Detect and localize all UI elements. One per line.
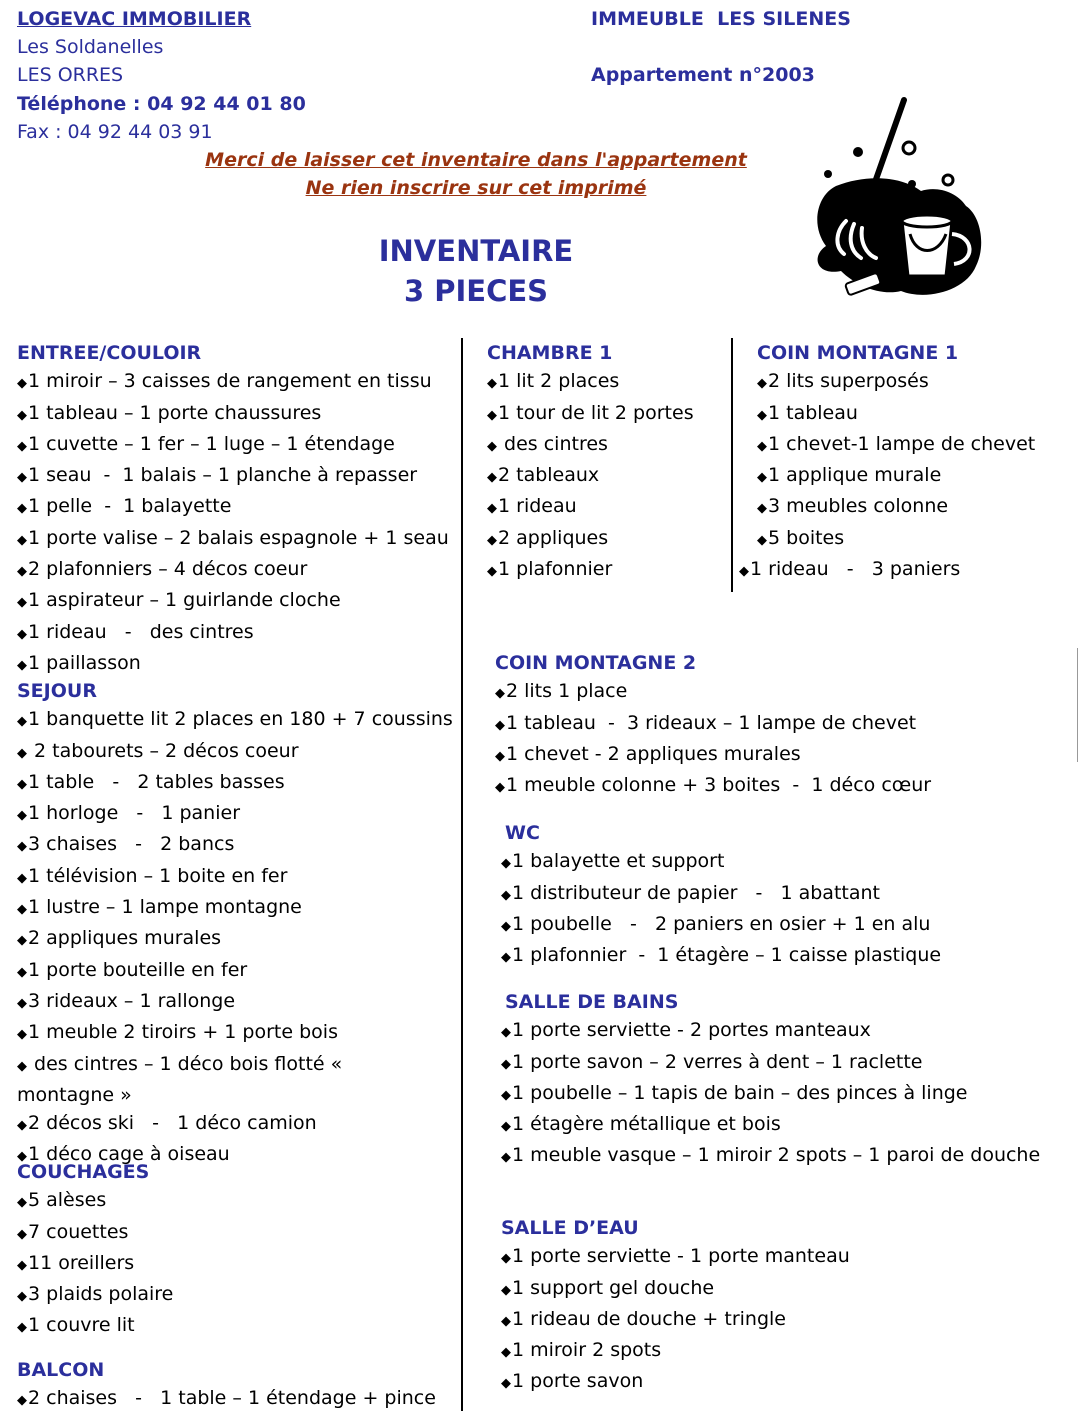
section-sejour <box>17 677 453 1172</box>
list-item <box>17 924 453 955</box>
list-item-text: 1 banquette lit 2 places en 180 + 7 coussins <box>28 708 453 731</box>
section-salle-de-bains <box>501 988 1040 1173</box>
list-item <box>17 1311 173 1342</box>
list-item-text: 5 boites <box>768 526 845 549</box>
bullet-icon: ◆ <box>17 407 27 423</box>
section-coin-montagne-2 <box>495 649 931 802</box>
list-item <box>495 771 931 802</box>
list-item-text: 2 chaises - 1 table – 1 étendage + pince <box>28 1387 436 1410</box>
list-item-text: 3 plaids polaire <box>28 1283 174 1306</box>
bullet-icon: ◆ <box>757 407 767 423</box>
list-item-text: 1 porte savon <box>512 1370 644 1393</box>
list-item-text: 1 paillasson <box>28 651 141 674</box>
bullet-icon: ◆ <box>501 1345 511 1361</box>
list-item <box>757 399 1035 430</box>
bullet-icon: ◆ <box>17 1226 27 1242</box>
list-item-text: 1 plafonnier <box>498 558 613 581</box>
bullet-icon: ◆ <box>17 870 27 886</box>
section-title: COUCHAGES <box>17 1161 150 1183</box>
list-item <box>17 524 449 555</box>
list-item <box>501 1079 1040 1110</box>
list-item <box>757 492 1035 523</box>
column-divider-right <box>731 338 733 592</box>
list-item <box>17 1018 453 1049</box>
bullet-icon: ◆ <box>17 839 27 855</box>
bullet-icon: ◆ <box>17 714 27 730</box>
list-item <box>17 705 453 736</box>
section-couchages <box>17 1158 173 1343</box>
list-item-text: des cintres <box>498 432 608 455</box>
list-item-text: 1 chevet - 2 appliques murales <box>506 742 801 765</box>
list-item <box>17 430 449 461</box>
list-item-text: 1 miroir 2 spots <box>512 1339 662 1362</box>
list-item <box>17 1249 173 1280</box>
list-item-text: 1 meuble vasque – 1 miroir 2 spots – 1 paroi de douche <box>512 1144 1041 1167</box>
list-item <box>17 586 449 617</box>
section-coin-montagne-1 <box>739 339 1036 586</box>
list-item <box>17 799 453 830</box>
list-item-text: 3 rideaux – 1 rallonge <box>28 989 236 1012</box>
list-item <box>17 399 449 430</box>
section-title: ENTREE/COULOIR <box>17 342 202 364</box>
list-item <box>17 1050 453 1081</box>
list-item-text: 1 meuble colonne + 3 boites - 1 déco cœur <box>506 774 932 797</box>
list-item-text: 1 lustre – 1 lampe montagne <box>28 896 302 919</box>
list-item <box>17 492 449 523</box>
list-item <box>487 461 694 492</box>
list-item-text: 3 meubles colonne <box>768 495 949 518</box>
bullet-icon: ◆ <box>17 1027 27 1043</box>
list-item-text: 1 étagère métallique et bois <box>512 1113 781 1136</box>
bullet-icon: ◆ <box>501 1251 511 1267</box>
column-divider-left <box>461 338 463 1411</box>
notice-do-not-write: Ne rien inscrire sur cet imprimé <box>305 177 647 199</box>
bullet-icon: ◆ <box>487 470 497 486</box>
bullet-icon: ◆ <box>17 626 27 642</box>
bullet-icon: ◆ <box>17 1393 27 1409</box>
list-item-text: 1 horloge - 1 panier <box>28 802 241 825</box>
list-item <box>17 956 453 987</box>
bullet-icon: ◆ <box>487 501 497 517</box>
list-item <box>487 524 694 555</box>
list-item <box>17 1109 453 1140</box>
list-item-text: 1 tour de lit 2 portes <box>498 401 694 424</box>
list-item-text: 1 miroir – 3 caisses de rangement en tissu <box>28 370 432 393</box>
list-item <box>501 910 941 941</box>
bullet-icon: ◆ <box>757 376 767 392</box>
list-item <box>501 1274 850 1305</box>
bullet-icon: ◆ <box>17 776 27 792</box>
section-title: WC <box>505 822 540 844</box>
list-item-text: 1 tableau <box>768 401 858 424</box>
bullet-icon: ◆ <box>757 501 767 517</box>
list-item <box>495 740 931 771</box>
list-item <box>17 1218 173 1249</box>
list-item <box>17 367 449 398</box>
list-item-text: 1 lit 2 places <box>498 370 620 393</box>
list-item <box>487 555 694 586</box>
agency-fax: Fax : 04 92 44 03 91 <box>17 121 213 143</box>
list-item-text: 1 tableau – 1 porte chaussures <box>28 401 322 424</box>
list-item-text: 1 table - 2 tables basses <box>28 770 285 793</box>
list-item <box>501 1305 850 1336</box>
list-item-text: 1 chevet-1 lampe de chevet <box>768 432 1036 455</box>
bullet-icon: ◆ <box>501 887 511 903</box>
list-item <box>17 830 453 861</box>
bullet-icon: ◆ <box>495 780 505 796</box>
section-entree-couloir <box>17 339 449 680</box>
list-item <box>17 737 453 768</box>
list-item-text: 3 chaises - 2 bancs <box>28 833 235 856</box>
bullet-icon: ◆ <box>757 470 767 486</box>
list-item-text: 1 cuvette – 1 fer – 1 luge – 1 étendage <box>28 432 395 455</box>
bullet-icon: ◆ <box>501 950 511 966</box>
bullet-icon: ◆ <box>487 376 497 392</box>
bullet-icon: ◆ <box>17 745 27 761</box>
bullet-icon: ◆ <box>487 564 497 580</box>
bullet-icon: ◆ <box>757 438 767 454</box>
bullet-icon: ◆ <box>17 1149 27 1165</box>
list-item <box>757 461 1035 492</box>
list-item-text: des cintres – 1 déco bois flotté « <box>28 1052 343 1075</box>
bullet-icon: ◆ <box>501 1313 511 1329</box>
notice-leave-inventory: Merci de laisser cet inventaire dans l'appartement <box>205 149 747 171</box>
list-item <box>17 862 453 893</box>
bullet-icon: ◆ <box>17 438 27 454</box>
apartment-number: Appartement n°2003 <box>591 64 815 86</box>
list-item <box>487 399 694 430</box>
list-item-text: 1 poubelle - 2 paniers en osier + 1 en alu <box>512 912 931 935</box>
list-item-text: 1 rideau de douche + tringle <box>512 1307 786 1330</box>
list-item <box>739 555 1035 586</box>
bullet-icon: ◆ <box>17 470 27 486</box>
bullet-icon: ◆ <box>487 407 497 423</box>
list-item-text: 1 déco cage à oiseau <box>28 1143 230 1166</box>
bullet-icon: ◆ <box>501 1025 511 1041</box>
list-item-text: 2 tableaux <box>498 464 600 487</box>
list-item <box>17 1280 173 1311</box>
list-item-text: 1 porte serviette - 2 portes manteaux <box>512 1019 871 1042</box>
bullet-icon: ◆ <box>501 1150 511 1166</box>
list-item-text: 1 aspirateur – 1 guirlande cloche <box>28 589 341 612</box>
list-item-text: 1 seau - 1 balais – 1 planche à repasser <box>28 464 418 487</box>
bullet-icon: ◆ <box>17 964 27 980</box>
list-item-text: 7 couettes <box>28 1220 129 1243</box>
list-item-text: 1 rideau - des cintres <box>28 620 254 643</box>
list-item <box>17 768 453 799</box>
list-item-text: 2 décos ski - 1 déco camion <box>28 1112 317 1135</box>
list-item-text: 1 porte valise – 2 balais espagnole + 1 seau <box>28 526 449 549</box>
bullet-icon: ◆ <box>17 376 27 392</box>
bullet-icon: ◆ <box>17 501 27 517</box>
list-item <box>501 1048 1040 1079</box>
list-item <box>757 430 1035 461</box>
list-item <box>17 461 449 492</box>
list-item <box>501 1141 1040 1172</box>
list-item <box>487 367 694 398</box>
section-chambre-1 <box>487 339 694 586</box>
list-item <box>487 430 694 461</box>
bullet-icon: ◆ <box>501 1282 511 1298</box>
bullet-icon: ◆ <box>501 1376 511 1392</box>
bullet-icon: ◆ <box>17 933 27 949</box>
agency-phone: Téléphone : 04 92 44 01 80 <box>17 93 306 115</box>
list-item <box>17 1186 173 1217</box>
list-item-text: 1 poubelle – 1 tapis de bain – des pinces à linge <box>512 1081 968 1104</box>
section-title: CHAMBRE 1 <box>487 342 613 364</box>
bullet-icon: ◆ <box>17 808 27 824</box>
list-item-text: 1 porte bouteille en fer <box>28 958 248 981</box>
list-item <box>17 555 449 586</box>
bullet-icon: ◆ <box>501 1056 511 1072</box>
section-title: SEJOUR <box>17 680 97 702</box>
list-item <box>17 618 449 649</box>
list-item-text: 2 lits superposés <box>768 370 929 393</box>
list-item-text: 1 pelle - 1 balayette <box>28 495 232 518</box>
section-title: BALCON <box>17 1359 105 1381</box>
bullet-icon: ◆ <box>495 717 505 733</box>
list-item-text: 1 rideau - 3 paniers <box>750 558 961 581</box>
list-item-text: 2 appliques murales <box>28 927 222 950</box>
list-item-text: 1 couvre lit <box>28 1314 135 1337</box>
bullet-icon: ◆ <box>501 1119 511 1135</box>
bullet-icon: ◆ <box>17 1195 27 1211</box>
bullet-icon: ◆ <box>17 1257 27 1273</box>
list-item-text: 1 applique murale <box>768 464 942 487</box>
list-item-text: 1 meuble 2 tiroirs + 1 porte bois <box>28 1021 338 1044</box>
list-item <box>757 524 1035 555</box>
list-item-text: 2 lits 1 place <box>506 680 628 703</box>
list-item-text: 1 rideau <box>498 495 577 518</box>
bullet-icon: ◆ <box>17 902 27 918</box>
list-item <box>495 677 931 708</box>
list-item <box>501 1336 850 1367</box>
bullet-icon: ◆ <box>17 1289 27 1305</box>
list-item <box>501 879 941 910</box>
section-title: SALLE D’EAU <box>501 1217 639 1239</box>
list-item-text: 2 appliques <box>498 526 609 549</box>
list-item <box>17 893 453 924</box>
right-edge-mark <box>1077 648 1078 762</box>
list-item <box>501 1242 850 1273</box>
list-item <box>501 847 941 878</box>
bullet-icon: ◆ <box>17 532 27 548</box>
bullet-icon: ◆ <box>501 856 511 872</box>
bullet-icon: ◆ <box>17 1118 27 1134</box>
bullet-icon: ◆ <box>739 564 749 580</box>
bullet-icon: ◆ <box>487 532 497 548</box>
bullet-icon: ◆ <box>17 595 27 611</box>
list-item-text: 1 porte savon – 2 verres à dent – 1 raclette <box>512 1050 923 1073</box>
list-item-text: 2 tabourets – 2 décos coeur <box>28 739 299 762</box>
list-item <box>501 1367 850 1398</box>
list-item <box>501 1016 1040 1047</box>
section-title: SALLE DE BAINS <box>505 991 679 1013</box>
list-item <box>501 941 941 972</box>
section-salle-deau <box>501 1214 850 1399</box>
list-item <box>757 367 1035 398</box>
list-item-text: 1 distributeur de papier - 1 abattant <box>512 881 880 904</box>
agency-address-line1: Les Soldanelles <box>17 36 164 58</box>
bullet-icon: ◆ <box>501 918 511 934</box>
agency-name: LOGEVAC IMMOBILIER <box>17 8 252 30</box>
list-item-text: 1 porte serviette - 1 porte manteau <box>512 1245 850 1268</box>
bullet-icon: ◆ <box>17 657 27 673</box>
list-item-text: 1 support gel douche <box>512 1276 715 1299</box>
section-balcon <box>17 1356 436 1416</box>
list-item-text: 5 alèses <box>28 1189 107 1212</box>
bullet-icon: ◆ <box>17 564 27 580</box>
list-item <box>501 1110 1040 1141</box>
list-item <box>487 492 694 523</box>
bullet-icon: ◆ <box>487 438 497 454</box>
bullet-icon: ◆ <box>17 1058 27 1074</box>
bullet-icon: ◆ <box>17 1320 27 1336</box>
section-wc <box>501 819 941 972</box>
page-subtitle: 3 PIECES <box>403 274 549 308</box>
list-item-text: 1 télévision – 1 boite en fer <box>28 864 288 887</box>
list-item-continuation: montagne » <box>17 1083 132 1106</box>
section-title: COIN MONTAGNE 1 <box>757 342 959 364</box>
list-item <box>495 709 931 740</box>
bullet-icon: ◆ <box>757 532 767 548</box>
bullet-icon: ◆ <box>495 686 505 702</box>
list-item-text: 2 plafonniers – 4 décos coeur <box>28 558 308 581</box>
list-item <box>17 987 453 1018</box>
agency-address-line2: LES ORRES <box>17 64 124 86</box>
list-item-text: 1 tableau - 3 rideaux – 1 lampe de chevet <box>506 711 917 734</box>
list-item-text: 1 plafonnier - 1 étagère – 1 caisse plastique <box>512 944 942 967</box>
cleaning-mop-bucket-icon <box>806 96 986 306</box>
building-name: IMMEUBLE LES SILENES <box>591 8 851 30</box>
bullet-icon: ◆ <box>495 748 505 764</box>
bullet-icon: ◆ <box>17 995 27 1011</box>
bullet-icon: ◆ <box>501 1087 511 1103</box>
section-title: COIN MONTAGNE 2 <box>495 652 697 674</box>
page-title: INVENTAIRE <box>378 234 574 268</box>
list-item-text: 1 balayette et support <box>512 850 725 873</box>
list-item <box>17 649 449 680</box>
list-item-text: 11 oreillers <box>28 1251 135 1274</box>
